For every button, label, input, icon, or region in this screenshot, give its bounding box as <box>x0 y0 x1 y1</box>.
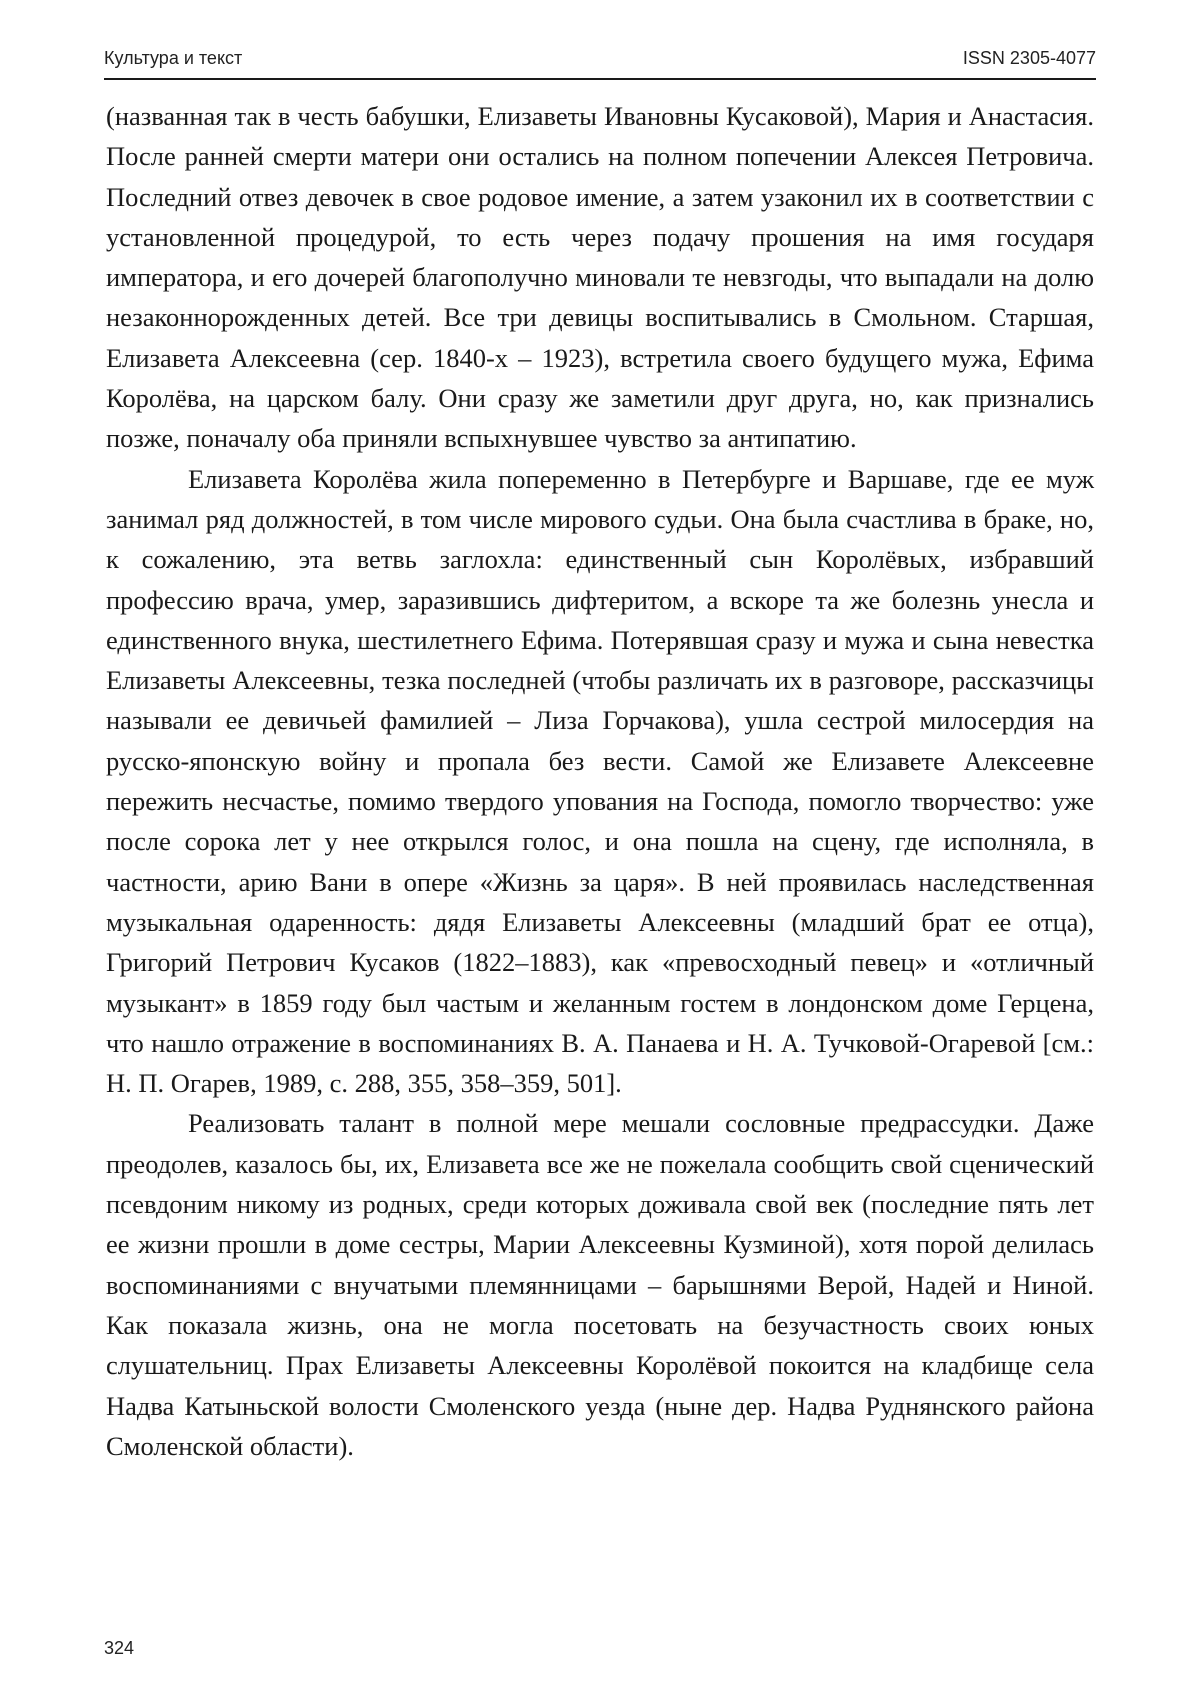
paragraph-1: (названная так в честь бабушки, Елизаветы Ивановны Кусаковой), Мария и Анастасия. После ранней смерти матери они остались на полном попечении Алексея Петровича. Последний отвез девочек в свое родовое имение, а затем узаконил их в соответствии с установленной процедурой, то есть через подачу прошения на имя государя императора, и его дочерей благополучно миновали те невзгоды, что выпадали на долю незаконнорожденных детей. Все три девицы воспитывались в Смольном. Старшая, Елизавета Алексеевна (сер. 1840-х – 1923), встретила своего будущего мужа, Ефима Королёва, на царском балу. Они сразу же заметили друг друга, но, как признались позже, поначалу оба приняли вспыхнувшее чувство за антипатию. <box>106 101 1094 454</box>
page-number: 324 <box>104 1638 135 1658</box>
header-rule <box>104 78 1096 80</box>
paragraph-3: Реализовать талант в полной мере мешали сословные предрассудки. Даже преодолев, казалось бы, их, Елизавета все же не пожелала сообщить свой сценический псевдоним никому из родных, среди которых доживала свой век (последние пять лет ее жизни прошли в доме сестры, Марии Алексеевны Кузминой), хотя порой делилась воспоминаниями с внучатыми племянницами – барышнями Верой, Надей и Ниной. Как показала жизнь, она не могла посетовать на безучастность своих юных слушательниц. Прах Елизаветы Алексеевны Королёвой покоится на кладбище села Надва Катыньской волости Смоленского уезда (ныне дер. Надва Руднянского района Смоленской области). <box>106 1108 1094 1461</box>
article-body <box>106 96 1094 1466</box>
issn-label: ISSN 2305-4077 <box>962 48 1096 68</box>
journal-title: Культура и текст <box>104 48 243 68</box>
page-header <box>104 46 1096 76</box>
paragraph-2: Елизавета Королёва жила попеременно в Петербурге и Варшаве, где ее муж занимал ряд должностей, в том числе мирового судьи. Она была счастлива в браке, но, к сожалению, эта ветвь заглохла: единственный сын Королёвых, избравший профессию врача, умер, заразившись дифтеритом, а вскоре та же болезнь унесла и единственного внука, шестилетнего Ефима. Потерявшая сразу и мужа и сына невестка Елизаветы Алексеевны, тезка последней (чтобы различать их в разговоре, рассказчицы называли ее девичьей фамилией – Лиза Горчакова), ушла сестрой милосердия на русско-японскую войну и пропала без вести. Самой же Елизавете Алексеевне пережить несчастье, помимо твердого упования на Господа, помогло творчество: уже после сорока лет у нее открылся голос, и она пошла на сцену, где исполняла, в частности, арию Вани в опере «Жизнь за царя». В ней проявилась наследственная музыкальная одаренность: дядя Елизаветы Алексеевны (младший брат ее отца), Григорий Петрович Кусаков (1822–1883), как «превосходный певец» и «отличный музыкант» в 1859 году был частым и желанным гостем в лондонском доме Герцена, что нашло отражение в воспоминаниях В. А. Панаева и Н. А. Тучковой-Огаревой [см.: Н. П. Огарев, 1989, с. 288, 355, 358–359, 501]. <box>106 463 1094 1099</box>
